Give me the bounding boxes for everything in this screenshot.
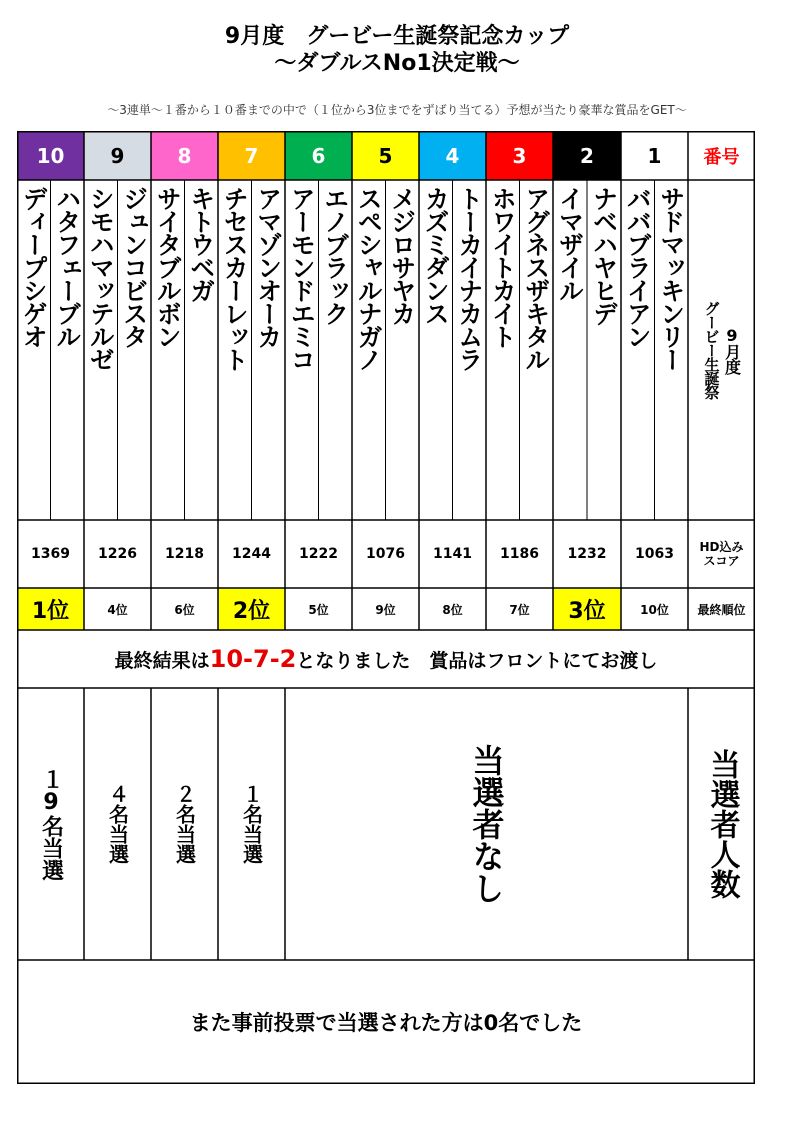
- player-name: メジロサヤカ: [387, 186, 417, 324]
- team-rank: 7位: [509, 602, 530, 617]
- player-name: イマザイル: [555, 186, 585, 301]
- result-suffix: となりました 賞品はフロントにてお渡し: [296, 649, 658, 672]
- rank-label: 最終順位: [697, 602, 746, 617]
- team-score: 1076: [366, 546, 405, 562]
- score-label: HD込み スコア: [699, 540, 744, 568]
- team-rank: 1位: [17, 588, 84, 630]
- player-name: ババブライアン: [623, 186, 653, 347]
- winner-none: 当選者なし: [467, 744, 506, 904]
- team-number-5: 5: [352, 131, 419, 180]
- team-number-6: 6: [285, 131, 352, 180]
- winner-count-1: １9名当選: [38, 767, 64, 881]
- winner-count-2: ４名当選: [105, 784, 130, 864]
- player-name: アーモンドエミコ: [287, 186, 317, 370]
- team-number-2: 2: [553, 131, 621, 180]
- team-rank: 8位: [442, 602, 463, 617]
- team-score: 1244: [232, 546, 271, 562]
- team-number-9: 9: [84, 131, 151, 180]
- player-name: ディープシゲオ: [19, 186, 49, 347]
- team-rank: 2位: [218, 588, 285, 630]
- team-number-3: 3: [486, 131, 553, 180]
- player-name: トーカイナカムラ: [454, 186, 484, 370]
- team-score: 1186: [500, 546, 539, 562]
- festival-label: グービー生誕祭: [702, 301, 721, 399]
- team-score: 1063: [635, 546, 674, 562]
- winner-label: 当選者人数: [704, 749, 740, 899]
- team-rank: 10位: [640, 602, 669, 617]
- player-name: シモハマッテルゼ: [86, 186, 116, 370]
- result-numbers: 10-7-2: [209, 645, 297, 673]
- player-name: ナベハヤヒデ: [589, 186, 619, 324]
- player-name: ジュンコビスタ: [119, 186, 149, 347]
- page-title: 9月度 グービー生誕祭記念カップ: [224, 24, 570, 49]
- month-label: 9月度: [722, 326, 742, 374]
- winner-count-4: １名当選: [239, 784, 264, 864]
- results-table: [17, 131, 755, 1084]
- team-score: 1141: [433, 546, 472, 562]
- team-rank: 6位: [174, 602, 195, 617]
- team-number-4: 4: [419, 131, 486, 180]
- team-score: 1232: [567, 546, 607, 562]
- player-name: ホワイトカイト: [488, 186, 518, 347]
- team-number-7: 7: [218, 131, 285, 180]
- team-rank: 4位: [107, 602, 128, 617]
- table-grid-lines: [17, 131, 755, 1084]
- player-name: アグネスザキタル: [521, 186, 551, 370]
- player-name: アマゾンオーカ: [253, 186, 283, 347]
- team-score: 1369: [31, 546, 70, 562]
- footer-note: また事前投票で当選された方は0名でした: [189, 1011, 583, 1035]
- team-number-1: 1: [621, 131, 688, 180]
- team-rank: 5位: [308, 602, 329, 617]
- team-number-10: 10: [17, 131, 84, 180]
- team-score: 1218: [165, 546, 204, 562]
- team-rank: 9位: [375, 602, 396, 617]
- page-subtitle-event: 〜ダブルスNo1決定戦〜: [274, 51, 520, 76]
- number-header: 番号: [703, 146, 740, 168]
- team-rank: 3位: [553, 588, 621, 630]
- result-prefix: 最終結果は: [114, 649, 210, 672]
- player-name: チセスカーレット: [220, 186, 250, 370]
- player-name: スペシャルナガノ: [354, 186, 384, 370]
- player-name: サイタブルボン: [153, 186, 183, 347]
- player-name: エノブラック: [320, 186, 350, 324]
- description-text: 〜3連単〜１番から１０番までの中で（１位から3位までをずばり当てる）予想が当たり豪華な賞品をGET〜: [107, 103, 687, 117]
- player-name: カズミダンス: [421, 186, 451, 324]
- team-score: 1222: [299, 546, 338, 562]
- team-number-8: 8: [151, 131, 218, 180]
- team-score: 1226: [98, 546, 137, 562]
- player-name: ハタフェーブル: [52, 186, 82, 347]
- player-name: キトウベガ: [186, 186, 216, 301]
- winner-count-3: ２名当選: [172, 784, 197, 864]
- player-name: サドマッキンリー: [656, 186, 686, 370]
